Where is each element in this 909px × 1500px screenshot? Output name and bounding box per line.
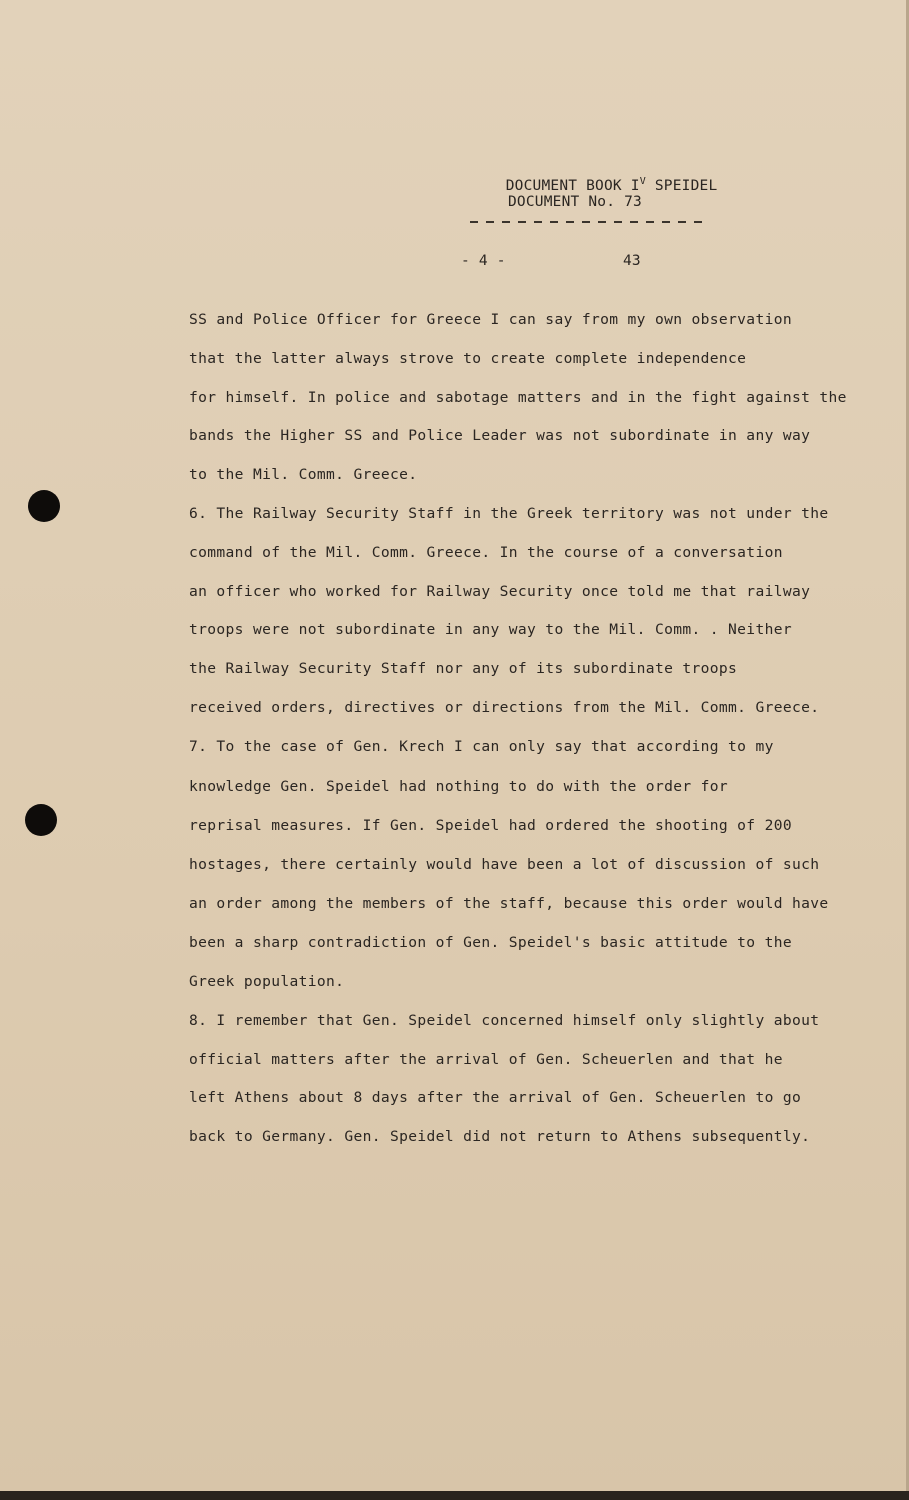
- body-line: the Railway Security Staff nor any of its subordinate troops: [189, 660, 738, 677]
- body-line: been a sharp contradiction of Gen. Speidel's basic attitude to the: [189, 934, 792, 951]
- body-line: 7. To the case of Gen. Krech I can only say that according to my: [189, 738, 774, 755]
- body-line: official matters after the arrival of Gen. Scheuerlen and that he: [189, 1051, 783, 1068]
- body-line: left Athens about 8 days after the arrival of Gen. Scheuerlen to go: [189, 1089, 802, 1106]
- body-line: an officer who worked for Railway Security once told me that railway: [189, 583, 811, 600]
- body-line: knowledge Gen. Speidel had nothing to do with the order for: [189, 778, 729, 795]
- body-line: back to Germany. Gen. Speidel did not return to Athens subsequently.: [189, 1128, 811, 1145]
- document-number: DOCUMENT No. 73: [508, 194, 642, 210]
- punch-hole-lower: [25, 804, 57, 836]
- body-line: bands the Higher SS and Police Leader was not subordinate in any way: [189, 427, 811, 444]
- header-dashed-rule: [470, 221, 702, 223]
- body-line: 6. The Railway Security Staff in the Greek territory was not under the: [189, 505, 829, 522]
- body-line: reprisal measures. If Gen. Speidel had ordered the shooting of 200: [189, 817, 792, 834]
- book-volume-superscript: V: [639, 176, 646, 187]
- body-line: 8. I remember that Gen. Speidel concerned himself only slightly about: [189, 1012, 820, 1029]
- body-line: Greek population.: [189, 973, 345, 990]
- body-line: received orders, directives or directions from the Mil. Comm. Greece.: [189, 699, 820, 716]
- page-marker: - 4 -: [461, 253, 506, 269]
- body-line: troops were not subordinate in any way to the Mil. Comm. . Neither: [189, 621, 792, 638]
- body-line: hostages, there certainly would have been a lot of discussion of such: [189, 856, 820, 873]
- book-prefix: DOCUMENT BOOK I: [505, 177, 640, 194]
- body-line: for himself. In police and sabotage matters and in the fight against the: [189, 389, 847, 406]
- book-name: SPEIDEL: [654, 177, 718, 194]
- body-line: SS and Police Officer for Greece I can say from my own observation: [189, 311, 792, 328]
- scan-bottom-border: [0, 1491, 909, 1500]
- body-line: to the Mil. Comm. Greece.: [189, 466, 418, 483]
- body-line: that the latter always strove to create complete independence: [189, 350, 747, 367]
- punch-hole-upper: [28, 490, 60, 522]
- body-line: an order among the members of the staff, because this order would have: [189, 895, 829, 912]
- page-number: 43: [623, 253, 641, 269]
- body-line: command of the Mil. Comm. Greece. In the course of a conversation: [189, 544, 783, 561]
